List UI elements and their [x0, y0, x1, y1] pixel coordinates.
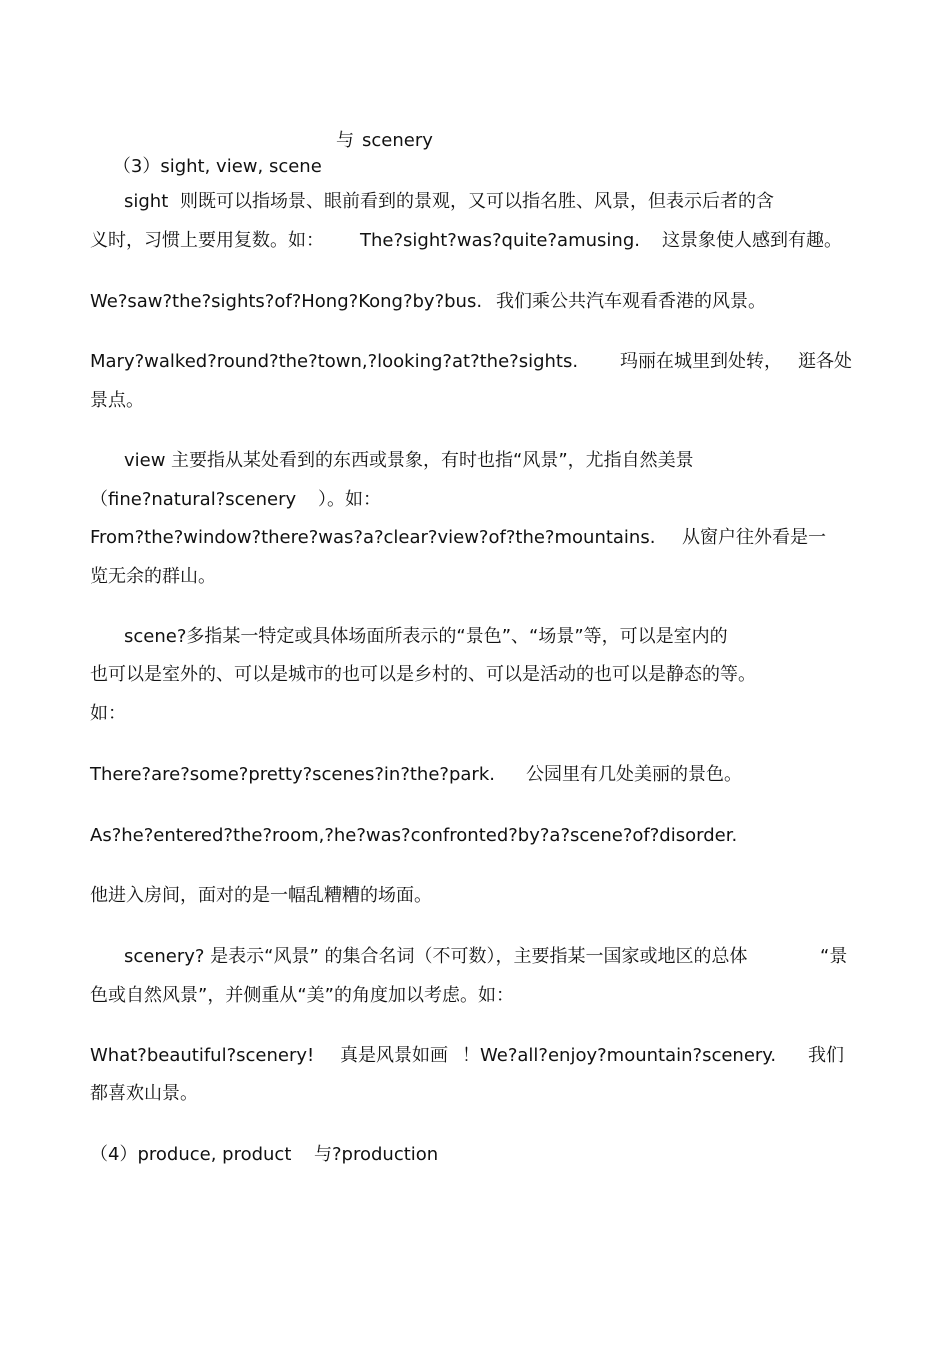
view-definition-line1: 主要指从某处看到的东西或景象，有时也指“风景”，尤指自然美景	[171, 450, 694, 471]
heading-4-conj: 与?production	[314, 1144, 439, 1165]
scenery-example-zh1: 真是风景如画	[340, 1045, 448, 1066]
sight-example3-en: Mary?walked?round?the?town,?looking?at?the?sights.	[90, 351, 579, 372]
scene-definition-line2: 也可以是室外的、可以是城市的也可以是乡村的、可以是活动的也可以是静态的等。	[90, 664, 756, 685]
scenery-example-en1: What?beautiful?scenery!	[90, 1045, 315, 1066]
view-example1-zh-a: 从窗户往外看是一	[682, 527, 826, 548]
view-example1-zh-b: 览无余的群山。	[90, 566, 216, 587]
scene-definition-line3: 如：	[90, 703, 126, 724]
scene-example1-en: There?are?some?pretty?scenes?in?the?park.	[90, 764, 495, 785]
sight-example3-zh-c: 景点。	[90, 390, 144, 411]
heading-3-label: （3）sight, view, scene	[112, 156, 322, 177]
scenery-definition-line1-b: “景	[820, 946, 848, 967]
section-heading-4: （4）produce, product	[90, 1144, 292, 1165]
sight-definition-line2: 义时，习惯上要用复数。如：	[90, 230, 324, 251]
sight-example3-zh-a: 玛丽在城里到处转，	[620, 351, 782, 372]
sight-example1-en: The?sight?was?quite?amusing.	[360, 230, 640, 251]
view-definition-line2-open: （fine?natural?scenery	[90, 489, 297, 510]
heading-3-word: scenery	[362, 130, 433, 151]
sight-word: sight	[124, 191, 169, 212]
scenery-example-en2: ！We?all?enjoy?mountain?scenery.	[462, 1045, 777, 1066]
scenery-example-zh2-a: 我们	[808, 1045, 844, 1066]
section-heading-3	[90, 128, 322, 177]
scene-example1-zh: 公园里有几处美丽的景色。	[526, 764, 742, 785]
sight-example3-zh-b: 逛各处	[798, 351, 852, 372]
sight-example1-zh: 这景象使人感到有趣。	[662, 230, 842, 251]
scene-example2-zh: 他进入房间，面对的是一幅乱糟糟的场面。	[90, 885, 432, 906]
view-word: view	[124, 450, 166, 471]
heading-3-conj: 与	[336, 130, 354, 151]
scene-example2-en: As?he?entered?the?room,?he?was?confronted?by?a?scene?of?disorder.	[90, 825, 738, 846]
scenery-definition-line1-a: scenery? 是表示“风景” 的集合名词（不可数），主要指某一国家或地区的总体	[124, 946, 748, 967]
sight-example2-en: We?saw?the?sights?of?Hong?Kong?by?bus.	[90, 291, 483, 312]
scenery-definition-line2: 色或自然风景”，并侧重从“美”的角度加以考虑。如：	[90, 985, 514, 1006]
scenery-example-zh2-b: 都喜欢山景。	[90, 1083, 198, 1104]
view-definition-line2-close: ）。如：	[318, 489, 381, 510]
sight-example2-zh: 我们乘公共汽车观看香港的风景。	[496, 291, 766, 312]
scene-definition-line1: scene?多指某一特定或具体场面所表示的“景色”、“场景”等，可以是室内的	[124, 626, 728, 647]
sight-definition-line1: 则既可以指场景、眼前看到的景观，又可以指名胜、风景，但表示后者的含	[180, 191, 774, 212]
view-example1-en: From?the?window?there?was?a?clear?view?of?the?mountains.	[90, 527, 656, 548]
